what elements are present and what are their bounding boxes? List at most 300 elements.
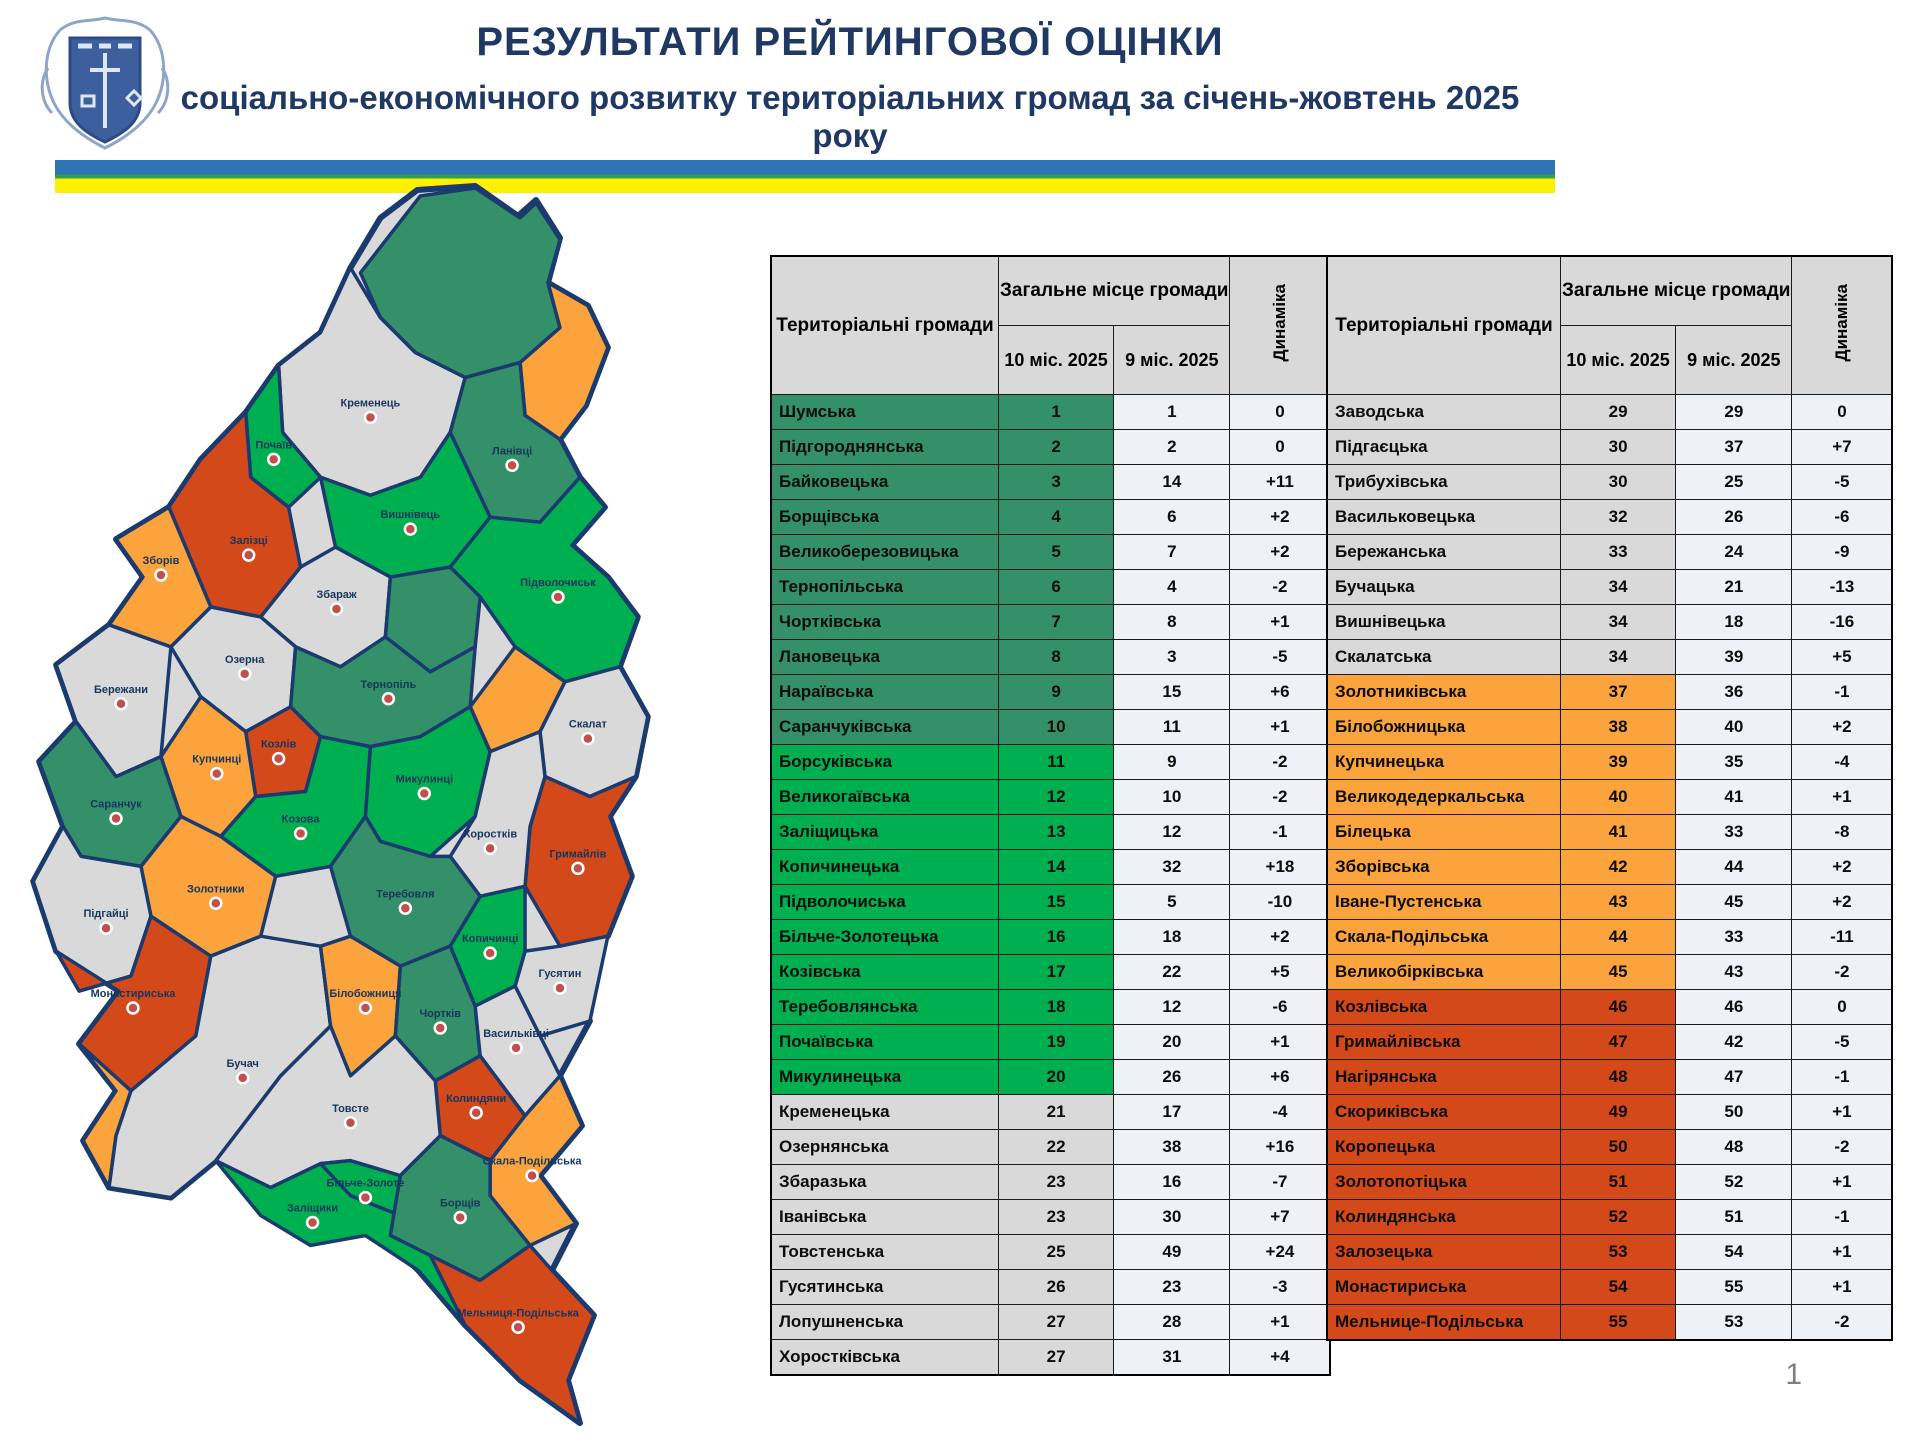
column-header-10m: 10 міс. 2025	[999, 326, 1114, 395]
place-9m-cell: 53	[1676, 1305, 1792, 1341]
page-title: РЕЗУЛЬТАТИ РЕЙТИНГОВОЇ ОЦІНКИ	[476, 20, 1224, 64]
dynamics-cell: +1	[1792, 1235, 1893, 1270]
dynamics-cell: -1	[1792, 675, 1893, 710]
table-row	[771, 990, 1330, 1025]
town-dot-icon	[582, 733, 593, 744]
table-row	[771, 815, 1330, 850]
town-dot-icon	[527, 1170, 538, 1181]
place-9m-cell: 7	[1114, 535, 1230, 570]
table-row	[1327, 1165, 1892, 1200]
table-row	[1327, 675, 1892, 710]
place-9m-cell: 23	[1114, 1270, 1230, 1305]
community-name-cell: Васильковецька	[1327, 500, 1561, 535]
dynamics-cell: -1	[1230, 815, 1331, 850]
community-name-cell: Лановецька	[771, 640, 999, 675]
town-dot-icon	[552, 592, 563, 603]
place-9m-cell: 31	[1114, 1340, 1230, 1376]
place-9m-cell: 43	[1676, 955, 1792, 990]
town-dot-icon	[101, 923, 112, 934]
community-name-cell: Золотопотіцька	[1327, 1165, 1561, 1200]
place-9m-cell: 21	[1676, 570, 1792, 605]
table-row	[771, 1340, 1330, 1376]
slide-header	[180, 20, 1520, 155]
town-dot-icon	[360, 1003, 371, 1014]
community-name-cell: Іване-Пустенська	[1327, 885, 1561, 920]
place-10m-cell: 44	[1561, 920, 1676, 955]
dynamics-cell: -1	[1792, 1200, 1893, 1235]
table-row	[771, 745, 1330, 780]
place-9m-cell: 18	[1114, 920, 1230, 955]
place-9m-cell: 10	[1114, 780, 1230, 815]
town-dot-icon	[360, 1192, 371, 1203]
town-dot-icon	[211, 768, 222, 779]
community-name-cell: Чортківська	[771, 605, 999, 640]
place-9m-cell: 15	[1114, 675, 1230, 710]
community-name-cell: Білецька	[1327, 815, 1561, 850]
place-9m-cell: 54	[1676, 1235, 1792, 1270]
place-10m-cell: 32	[1561, 500, 1676, 535]
place-9m-cell: 33	[1676, 920, 1792, 955]
place-10m-cell: 21	[999, 1095, 1114, 1130]
place-9m-cell: 42	[1676, 1025, 1792, 1060]
table-row	[771, 1060, 1330, 1095]
place-9m-cell: 55	[1676, 1270, 1792, 1305]
town-label: Більче-Золоте	[326, 1177, 405, 1190]
place-10m-cell: 48	[1561, 1060, 1676, 1095]
town-label: Мельниця-Подільська	[457, 1307, 579, 1320]
town-label: Борщів	[440, 1197, 481, 1210]
place-10m-cell: 49	[1561, 1095, 1676, 1130]
place-9m-cell: 14	[1114, 465, 1230, 500]
dynamics-cell: -2	[1230, 745, 1331, 780]
community-name-cell: Великогаївська	[771, 780, 999, 815]
place-10m-cell: 41	[1561, 815, 1676, 850]
table-row	[1327, 1025, 1892, 1060]
town-dot-icon	[273, 753, 284, 764]
town-dot-icon	[331, 603, 342, 614]
dynamics-cell: 0	[1792, 990, 1893, 1025]
place-9m-cell: 48	[1676, 1130, 1792, 1165]
place-9m-cell: 12	[1114, 815, 1230, 850]
column-header-dynamics: Динаміка	[1792, 256, 1893, 395]
community-name-cell: Золотниківська	[1327, 675, 1561, 710]
town-label: Монастириська	[90, 988, 176, 1001]
place-9m-cell: 25	[1676, 465, 1792, 500]
town-label: Гусятин	[538, 968, 582, 981]
oblast-map	[18, 178, 658, 1440]
dynamics-cell: -4	[1792, 745, 1893, 780]
table-row	[1327, 885, 1892, 920]
dynamics-cell: +5	[1230, 955, 1331, 990]
place-10m-cell: 29	[1561, 395, 1676, 430]
town-dot-icon	[307, 1217, 318, 1228]
place-9m-cell: 50	[1676, 1095, 1792, 1130]
table-row	[771, 1200, 1330, 1235]
page-number: 1	[1785, 1358, 1802, 1391]
dynamics-cell: +2	[1792, 885, 1893, 920]
community-name-cell: Хоростківська	[771, 1340, 999, 1376]
dynamics-cell: -11	[1792, 920, 1893, 955]
town-label: Вишнівець	[380, 509, 441, 522]
town-dot-icon	[507, 460, 518, 471]
dynamics-cell: +1	[1792, 1165, 1893, 1200]
dynamics-cell: +1	[1792, 1270, 1893, 1305]
community-name-cell: Збаразька	[771, 1165, 999, 1200]
town-label: Васильківці	[483, 1027, 549, 1040]
place-9m-cell: 17	[1114, 1095, 1230, 1130]
place-10m-cell: 52	[1561, 1200, 1676, 1235]
town-dot-icon	[243, 550, 254, 561]
community-name-cell: Мельнице-Подільська	[1327, 1305, 1561, 1341]
place-9m-cell: 26	[1114, 1060, 1230, 1095]
dynamics-cell: -6	[1230, 990, 1331, 1025]
town-dot-icon	[237, 1072, 248, 1083]
community-name-cell: Підгаєцька	[1327, 430, 1561, 465]
place-10m-cell: 6	[999, 570, 1114, 605]
town-label: Збараж	[316, 589, 357, 602]
town-label: Хоростків	[463, 828, 518, 841]
table-row	[1327, 1200, 1892, 1235]
dynamics-cell: +18	[1230, 850, 1331, 885]
table-row	[771, 850, 1330, 885]
community-name-cell: Заводська	[1327, 395, 1561, 430]
town-dot-icon	[572, 863, 583, 874]
community-name-cell: Купчинецька	[1327, 745, 1561, 780]
column-header-9m: 9 міс. 2025	[1114, 326, 1230, 395]
dynamics-cell: -2	[1792, 955, 1893, 990]
place-9m-cell: 24	[1676, 535, 1792, 570]
town-dot-icon	[345, 1117, 356, 1128]
table-row	[771, 1165, 1330, 1200]
place-9m-cell: 47	[1676, 1060, 1792, 1095]
community-name-cell: Нараївська	[771, 675, 999, 710]
dynamics-cell: 0	[1792, 395, 1893, 430]
place-10m-cell: 42	[1561, 850, 1676, 885]
place-9m-cell: 51	[1676, 1200, 1792, 1235]
community-name-cell: Більче-Золотецька	[771, 920, 999, 955]
town-label: Козлів	[260, 738, 297, 751]
community-name-cell: Монастириська	[1327, 1270, 1561, 1305]
place-9m-cell: 22	[1114, 955, 1230, 990]
table-row	[771, 1235, 1330, 1270]
place-10m-cell: 33	[1561, 535, 1676, 570]
dynamics-cell: +2	[1792, 850, 1893, 885]
place-10m-cell: 5	[999, 535, 1114, 570]
town-dot-icon	[400, 903, 411, 914]
community-name-cell: Тернопільська	[771, 570, 999, 605]
community-name-cell: Саранчуківська	[771, 710, 999, 745]
dynamics-cell: -10	[1230, 885, 1331, 920]
table-row	[1327, 1130, 1892, 1165]
community-name-cell: Скалатська	[1327, 640, 1561, 675]
table-row	[1327, 850, 1892, 885]
town-dot-icon	[485, 843, 496, 854]
community-name-cell: Залозецька	[1327, 1235, 1561, 1270]
dynamics-cell: 0	[1230, 395, 1331, 430]
table-row	[1327, 780, 1892, 815]
coat-of-arms-logo	[30, 8, 180, 158]
column-header-communities: Територіальні громади	[1327, 256, 1561, 395]
place-9m-cell: 49	[1114, 1235, 1230, 1270]
dynamics-cell: -2	[1792, 1305, 1893, 1341]
page-subtitle: соціально-економічного розвитку територіальних громад за січень-жовтень 2025 року	[180, 79, 1520, 154]
table-row	[771, 605, 1330, 640]
dynamics-cell: -2	[1792, 1130, 1893, 1165]
table-row	[1327, 1270, 1892, 1305]
table-row	[771, 885, 1330, 920]
table-row	[771, 395, 1330, 430]
dynamics-cell: +6	[1230, 675, 1331, 710]
dynamics-cell: +2	[1230, 920, 1331, 955]
place-9m-cell: 36	[1676, 675, 1792, 710]
ranking-table-1	[770, 255, 1331, 1376]
town-label: Купчинці	[192, 753, 242, 766]
place-9m-cell: 6	[1114, 500, 1230, 535]
dynamics-cell: +1	[1230, 710, 1331, 745]
community-name-cell: Колиндянська	[1327, 1200, 1561, 1235]
town-label: Бучач	[226, 1057, 259, 1070]
place-10m-cell: 53	[1561, 1235, 1676, 1270]
column-header-overall-place: Загальне місце громади	[1561, 256, 1792, 326]
community-name-cell: Бучацька	[1327, 570, 1561, 605]
place-10m-cell: 45	[1561, 955, 1676, 990]
community-name-cell: Козлівська	[1327, 990, 1561, 1025]
table-row	[771, 430, 1330, 465]
place-9m-cell: 16	[1114, 1165, 1230, 1200]
place-10m-cell: 51	[1561, 1165, 1676, 1200]
place-10m-cell: 46	[1561, 990, 1676, 1025]
table-row	[771, 1025, 1330, 1060]
table-row	[1327, 1095, 1892, 1130]
place-10m-cell: 3	[999, 465, 1114, 500]
community-name-cell: Товстенська	[771, 1235, 999, 1270]
dynamics-cell: +1	[1792, 1095, 1893, 1130]
place-10m-cell: 7	[999, 605, 1114, 640]
town-dot-icon	[471, 1107, 482, 1118]
community-name-cell: Кременецька	[771, 1095, 999, 1130]
town-dot-icon	[295, 828, 306, 839]
place-9m-cell: 2	[1114, 430, 1230, 465]
town-label: Почаїв	[255, 439, 292, 452]
community-name-cell: Білобожницька	[1327, 710, 1561, 745]
table-row	[771, 1130, 1330, 1165]
dynamics-cell: -3	[1230, 1270, 1331, 1305]
town-label: Саранчук	[90, 798, 142, 811]
place-9m-cell: 30	[1114, 1200, 1230, 1235]
dynamics-cell: +1	[1230, 1025, 1331, 1060]
town-dot-icon	[239, 668, 250, 679]
table-row	[1327, 990, 1892, 1025]
place-9m-cell: 28	[1114, 1305, 1230, 1340]
community-name-cell: Трибухівська	[1327, 465, 1561, 500]
table-row	[1327, 745, 1892, 780]
place-10m-cell: 23	[999, 1165, 1114, 1200]
dynamics-cell: -9	[1792, 535, 1893, 570]
place-9m-cell: 5	[1114, 885, 1230, 920]
place-10m-cell: 18	[999, 990, 1114, 1025]
town-label: Зборів	[142, 555, 180, 568]
dynamics-cell: -2	[1230, 780, 1331, 815]
place-10m-cell: 16	[999, 920, 1114, 955]
place-9m-cell: 9	[1114, 745, 1230, 780]
table-row	[1327, 1305, 1892, 1341]
dynamics-cell: +1	[1230, 1305, 1331, 1340]
town-dot-icon	[435, 1022, 446, 1033]
town-label: Микулинці	[395, 773, 454, 786]
place-9m-cell: 32	[1114, 850, 1230, 885]
dynamics-cell: 0	[1230, 430, 1331, 465]
table-row	[771, 465, 1330, 500]
place-10m-cell: 10	[999, 710, 1114, 745]
place-9m-cell: 18	[1676, 605, 1792, 640]
community-name-cell: Козівська	[771, 955, 999, 990]
column-header-10m: 10 міс. 2025	[1561, 326, 1676, 395]
dynamics-cell: -5	[1792, 1025, 1893, 1060]
column-header-9m: 9 міс. 2025	[1676, 326, 1792, 395]
dynamics-cell: -7	[1230, 1165, 1331, 1200]
town-label: Товсте	[332, 1102, 369, 1115]
town-label: Підгайці	[83, 908, 129, 921]
table-row	[771, 1095, 1330, 1130]
table-row	[771, 955, 1330, 990]
table-row	[1327, 570, 1892, 605]
ranking-table-2	[1326, 255, 1893, 1341]
town-label: Чортків	[419, 1008, 462, 1021]
place-10m-cell: 55	[1561, 1305, 1676, 1341]
town-label: Колиндяни	[446, 1092, 507, 1105]
place-10m-cell: 34	[1561, 640, 1676, 675]
table-row	[771, 570, 1330, 605]
community-name-cell: Підгороднянська	[771, 430, 999, 465]
community-name-cell: Нагірянська	[1327, 1060, 1561, 1095]
town-dot-icon	[485, 948, 496, 959]
place-10m-cell: 27	[999, 1340, 1114, 1376]
place-10m-cell: 13	[999, 815, 1114, 850]
place-10m-cell: 15	[999, 885, 1114, 920]
table-row	[1327, 1060, 1892, 1095]
table-row	[1327, 710, 1892, 745]
place-10m-cell: 8	[999, 640, 1114, 675]
place-9m-cell: 29	[1676, 395, 1792, 430]
community-name-cell: Заліщицька	[771, 815, 999, 850]
town-label: Залізці	[229, 535, 268, 548]
community-name-cell: Іванівська	[771, 1200, 999, 1235]
dynamics-cell: +6	[1230, 1060, 1331, 1095]
dynamics-cell: +5	[1792, 640, 1893, 675]
dynamics-cell: -4	[1230, 1095, 1331, 1130]
table-row	[1327, 640, 1892, 675]
place-10m-cell: 30	[1561, 430, 1676, 465]
town-label: Скала-Подільська	[482, 1155, 582, 1168]
community-name-cell: Озернянська	[771, 1130, 999, 1165]
dynamics-cell: +1	[1792, 780, 1893, 815]
place-9m-cell: 4	[1114, 570, 1230, 605]
place-9m-cell: 26	[1676, 500, 1792, 535]
table-row	[771, 1270, 1330, 1305]
town-label: Скалат	[568, 718, 607, 731]
town-dot-icon	[268, 454, 279, 465]
place-10m-cell: 23	[999, 1200, 1114, 1235]
place-10m-cell: 2	[999, 430, 1114, 465]
place-10m-cell: 1	[999, 395, 1114, 430]
place-10m-cell: 4	[999, 500, 1114, 535]
place-10m-cell: 26	[999, 1270, 1114, 1305]
column-header-communities: Територіальні громади	[771, 256, 999, 395]
community-name-cell: Лопушненська	[771, 1305, 999, 1340]
place-9m-cell: 8	[1114, 605, 1230, 640]
place-9m-cell: 3	[1114, 640, 1230, 675]
place-9m-cell: 39	[1676, 640, 1792, 675]
dynamics-cell: +24	[1230, 1235, 1331, 1270]
place-9m-cell: 40	[1676, 710, 1792, 745]
place-10m-cell: 50	[1561, 1130, 1676, 1165]
town-label: Тернопіль	[360, 678, 417, 691]
town-label: Підволочиськ	[520, 577, 596, 590]
dynamics-cell: -1	[1792, 1060, 1893, 1095]
town-dot-icon	[419, 788, 430, 799]
table-row	[1327, 395, 1892, 430]
town-label: Бережани	[94, 683, 149, 696]
place-9m-cell: 20	[1114, 1025, 1230, 1060]
dynamics-cell: -8	[1792, 815, 1893, 850]
table-row	[1327, 535, 1892, 570]
place-10m-cell: 38	[1561, 710, 1676, 745]
dynamics-cell: +16	[1230, 1130, 1331, 1165]
place-10m-cell: 17	[999, 955, 1114, 990]
place-9m-cell: 45	[1676, 885, 1792, 920]
community-name-cell: Скала-Подільська	[1327, 920, 1561, 955]
dynamics-cell: +7	[1792, 430, 1893, 465]
community-name-cell: Великодедеркальська	[1327, 780, 1561, 815]
place-10m-cell: 27	[999, 1305, 1114, 1340]
place-10m-cell: 40	[1561, 780, 1676, 815]
dynamics-cell: +4	[1230, 1340, 1331, 1376]
town-label: Білобожниця	[329, 988, 402, 1001]
community-name-cell: Борщівська	[771, 500, 999, 535]
table-row	[771, 640, 1330, 675]
community-name-cell: Підволочиська	[771, 885, 999, 920]
column-header-overall-place: Загальне місце громади	[999, 256, 1230, 326]
dynamics-cell: +11	[1230, 465, 1331, 500]
community-name-cell: Коропецька	[1327, 1130, 1561, 1165]
place-10m-cell: 12	[999, 780, 1114, 815]
community-name-cell: Шумська	[771, 395, 999, 430]
place-10m-cell: 34	[1561, 605, 1676, 640]
town-dot-icon	[405, 524, 416, 535]
town-dot-icon	[210, 898, 221, 909]
dynamics-cell: +2	[1792, 710, 1893, 745]
community-name-cell: Вишнівецька	[1327, 605, 1561, 640]
place-9m-cell: 12	[1114, 990, 1230, 1025]
place-10m-cell: 20	[999, 1060, 1114, 1095]
town-dot-icon	[116, 698, 127, 709]
community-name-cell: Гримайлівська	[1327, 1025, 1561, 1060]
dynamics-cell: -5	[1230, 640, 1331, 675]
town-label: Золотники	[187, 883, 245, 896]
town-label: Теребовля	[376, 888, 435, 901]
town-dot-icon	[513, 1322, 524, 1333]
town-label: Ланівці	[491, 445, 533, 458]
town-dot-icon	[111, 813, 122, 824]
table-row	[771, 675, 1330, 710]
town-dot-icon	[554, 983, 565, 994]
town-label: Гримайлів	[549, 848, 607, 861]
place-9m-cell: 46	[1676, 990, 1792, 1025]
place-9m-cell: 38	[1114, 1130, 1230, 1165]
town-label: Заліщики	[286, 1202, 339, 1215]
dynamics-cell: -2	[1230, 570, 1331, 605]
community-name-cell: Гусятинська	[771, 1270, 999, 1305]
